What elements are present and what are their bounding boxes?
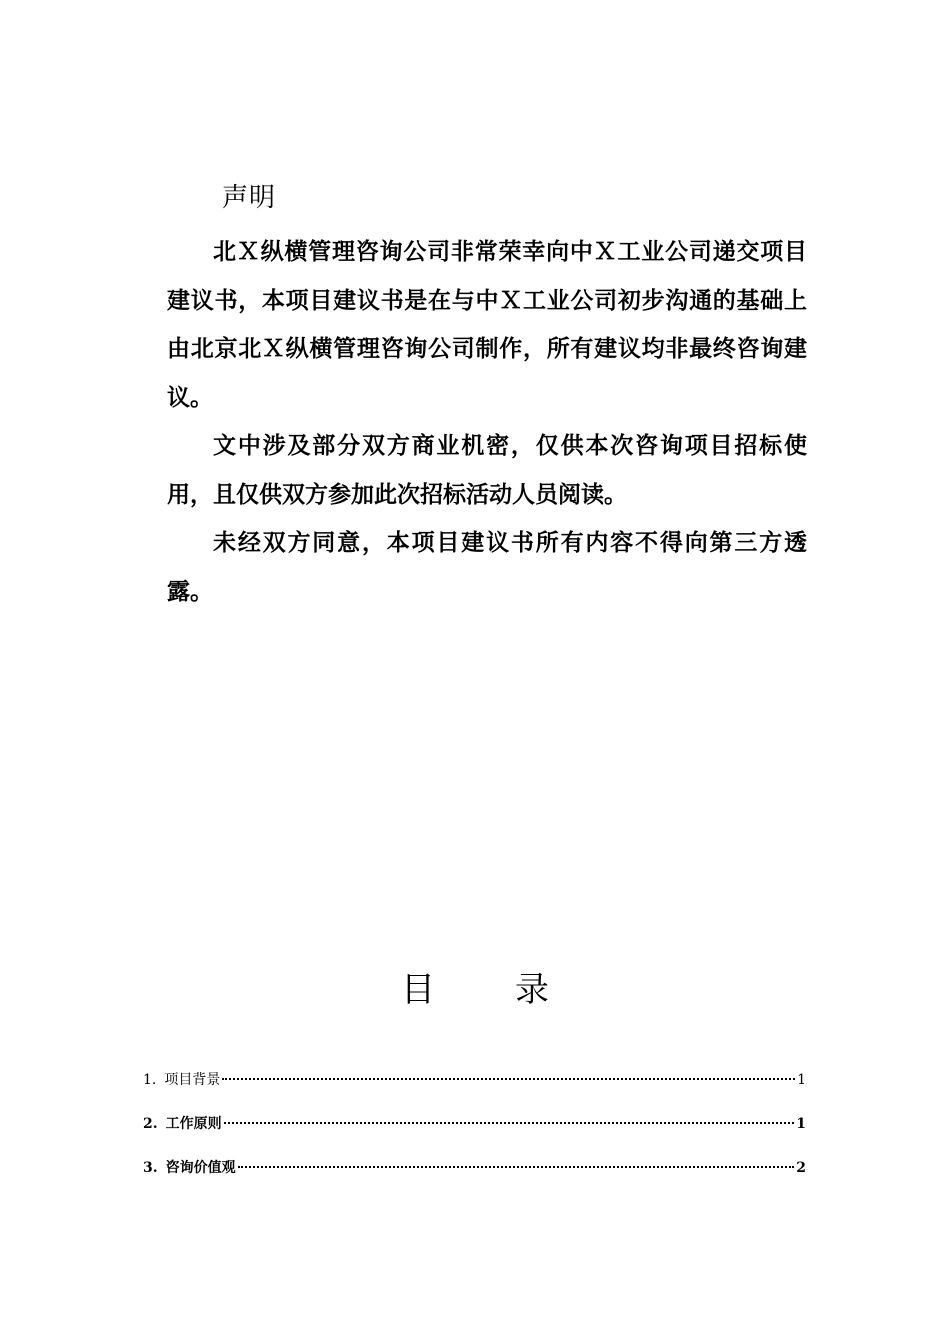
toc-dot-leader (224, 1122, 795, 1124)
toc-entry-label: 工作原则 (165, 1116, 222, 1132)
declaration-body (167, 228, 807, 616)
toc-entry-number: 2. (143, 1116, 158, 1132)
toc-entry-label: 咨询价值观 (165, 1160, 236, 1176)
toc-entry[interactable] (143, 1066, 806, 1110)
toc-entry-number: 1. (143, 1072, 157, 1088)
toc-dot-leader (222, 1078, 795, 1080)
toc-entry[interactable] (143, 1110, 806, 1154)
declaration-title: 声明 (222, 183, 277, 213)
toc-title: 目录 (401, 970, 629, 1010)
toc-entry-number: 3. (143, 1160, 158, 1176)
toc-entry-page: 1 (797, 1072, 806, 1088)
toc-dot-leader (238, 1166, 795, 1168)
toc-entry-page: 1 (796, 1116, 806, 1132)
toc-entry[interactable] (143, 1154, 806, 1198)
declaration-paragraph: 北Ｘ纵横管理咨询公司非常荣幸向中Ｘ工业公司递交项目建议书，本项目建议书是在与中Ｘ工业公司初步沟通的基础上由北京北Ｘ纵横管理咨询公司制作，所有建议均非最终咨询建议。 (167, 238, 807, 411)
declaration-paragraph: 文中涉及部分双方商业机密，仅供本次咨询项目招标使用，且仅供双方参加此次招标活动人员阅读。 (167, 432, 807, 508)
toc-entry-page: 2 (796, 1160, 806, 1176)
declaration-paragraph: 未经双方同意，本项目建议书所有内容不得向第三方透露。 (167, 529, 807, 605)
table-of-contents (143, 1066, 806, 1198)
toc-entry-label: 项目背景 (164, 1072, 221, 1088)
